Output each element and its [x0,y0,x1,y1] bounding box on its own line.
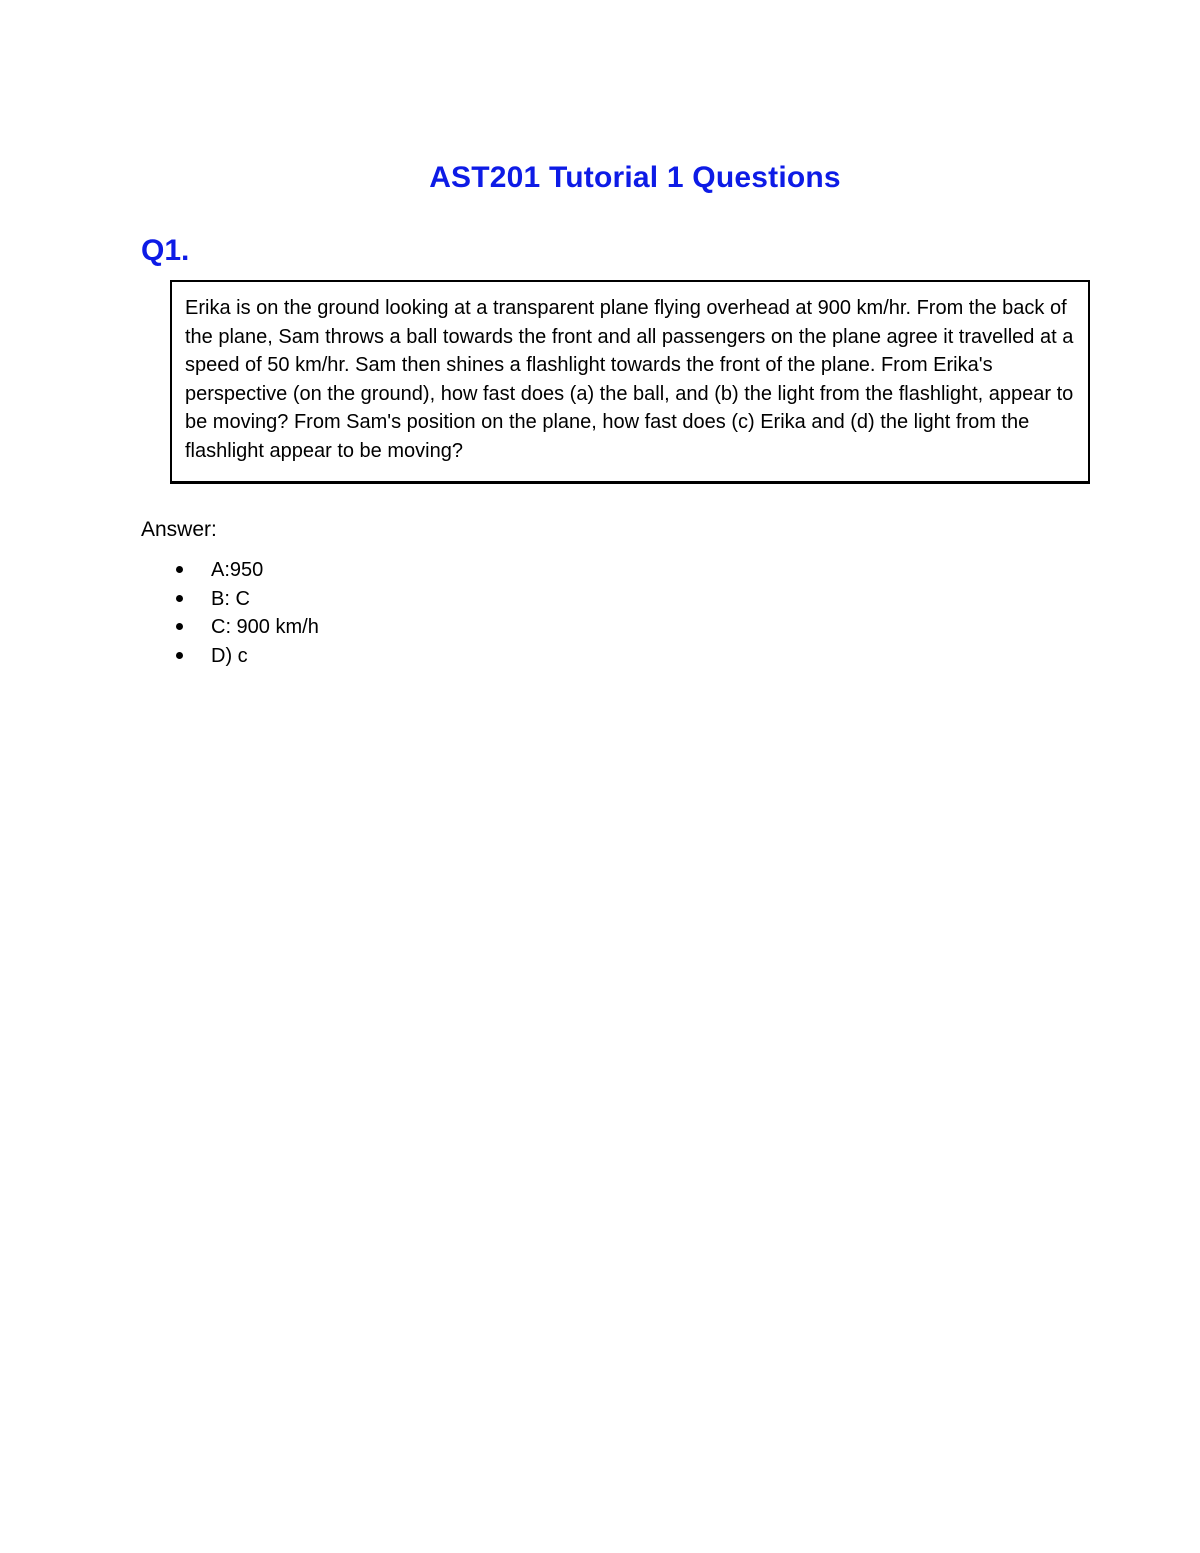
bullet-icon [176,566,183,573]
answer-text: B: C [211,587,250,610]
bullet-icon [176,623,183,630]
bullet-icon [176,652,183,659]
document-title: AST201 Tutorial 1 Questions [429,161,841,194]
answer-label: Answer: [141,518,217,541]
answer-text: C: 900 km/h [211,616,319,638]
answer-text: A:950 [211,559,264,581]
question-label: Q1. [141,234,190,267]
answer-text: D) c [211,644,248,667]
question-text: Erika is on the ground looking at a transparent plane flying overhead at 900 km/hr. From the back of the plane, Sam throws a ball towards the front and all passengers on the plane agree it travelled at a speed of 50 km/hr. Sam then shines a flashlight towards the front of the plane. From Erika's perspective (on the ground), how fast does (a) the ball, and (b) the light from the flashlight, appear to be moving? From Sam's position on the plane, how fast does (c) Erika and (d) the light from the flashlight appear to be moving? [185,297,1074,462]
bullet-icon [176,595,183,602]
